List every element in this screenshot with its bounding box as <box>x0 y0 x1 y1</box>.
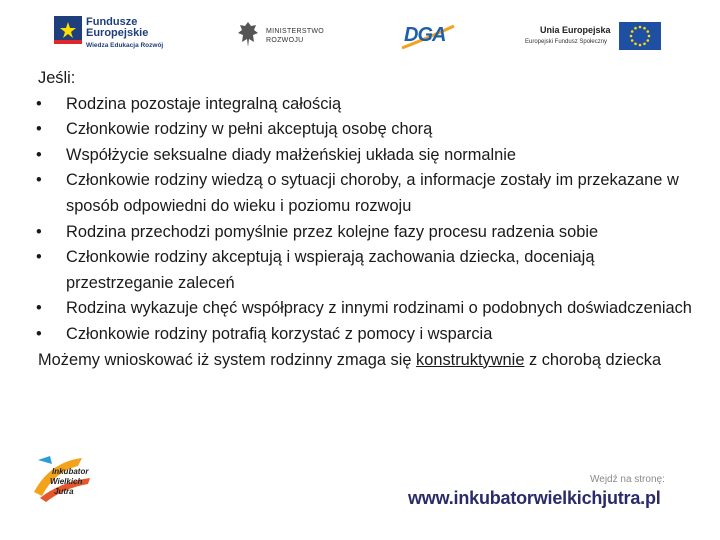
fundusze-europejskie-logo <box>54 14 174 54</box>
header-logos <box>0 0 720 64</box>
fe-line1: Fundusze <box>86 16 138 28</box>
eagle-emblem-icon <box>236 20 260 50</box>
fundusze-europejskie-mark-icon <box>54 16 82 50</box>
visit-label: Wejdź na stronę: <box>590 474 665 485</box>
slide-content <box>38 66 698 373</box>
bullet-list <box>38 92 698 348</box>
conclusion <box>38 348 698 374</box>
list-item: • Rodzina przechodzi pomyślnie przez kolejne fazy procesu radzenia sobie <box>38 220 698 246</box>
unia-europejska-logo <box>522 20 662 54</box>
dga-text: DGA <box>404 24 446 46</box>
list-item: • Rodzina wykazuje chęć współpracy z innymi rodzinami o podobnych doświadczeniach <box>38 296 698 322</box>
fe-line2: Europejskie <box>86 27 149 39</box>
heading: Jeśli: <box>38 69 76 87</box>
list-item: • Członkowie rodziny potrafią korzystać z pomocy i wsparcia <box>38 322 698 348</box>
ministerstwo-rozwoju-logo <box>236 20 336 54</box>
svg-text:Inkubator: Inkubator <box>52 467 89 476</box>
ue-subtitle: Europejski Fundusz Społeczny <box>525 39 608 45</box>
list-item: • Członkowie rodziny akceptują i wspierają zachowania dziecka, doceniają przestrzeganie zaleceń <box>38 245 698 296</box>
conclusion-after: z chorobą dziecka <box>524 350 662 369</box>
eu-flag-icon <box>619 22 661 50</box>
list-item: • Współżycie seksualne diady małżeńskiej układa się normalnie <box>38 143 698 169</box>
list-item: • Członkowie rodziny w pełni akceptują osobę chorą <box>38 117 698 143</box>
conclusion-before: Możemy wnioskować iż system rodzinny zmaga się <box>38 350 417 369</box>
svg-text:Jutra: Jutra <box>54 487 74 496</box>
list-item: • Członkowie rodziny wiedzą o sytuacji choroby, a informacje zostały im przekazane w sposób odpowiedni do wieku i poziomu rozwoju <box>38 168 698 219</box>
mr-line1: MINISTERSTWO <box>266 28 325 35</box>
conclusion-underlined: konstruktywnie <box>416 350 525 369</box>
ue-title: Unia Europejska <box>540 25 611 35</box>
svg-text:Wielkich: Wielkich <box>50 477 83 486</box>
mr-line2: ROZWOJU <box>266 37 304 44</box>
fe-subtitle: Wiedza Edukacja Rozwój <box>86 42 164 49</box>
dga-logo <box>400 22 456 52</box>
inkubator-logo-icon <box>30 452 98 504</box>
list-item: • Rodzina pozostaje integralną całością <box>38 92 698 118</box>
website-url[interactable]: www.inkubatorwielkichjutra.pl <box>408 488 661 508</box>
